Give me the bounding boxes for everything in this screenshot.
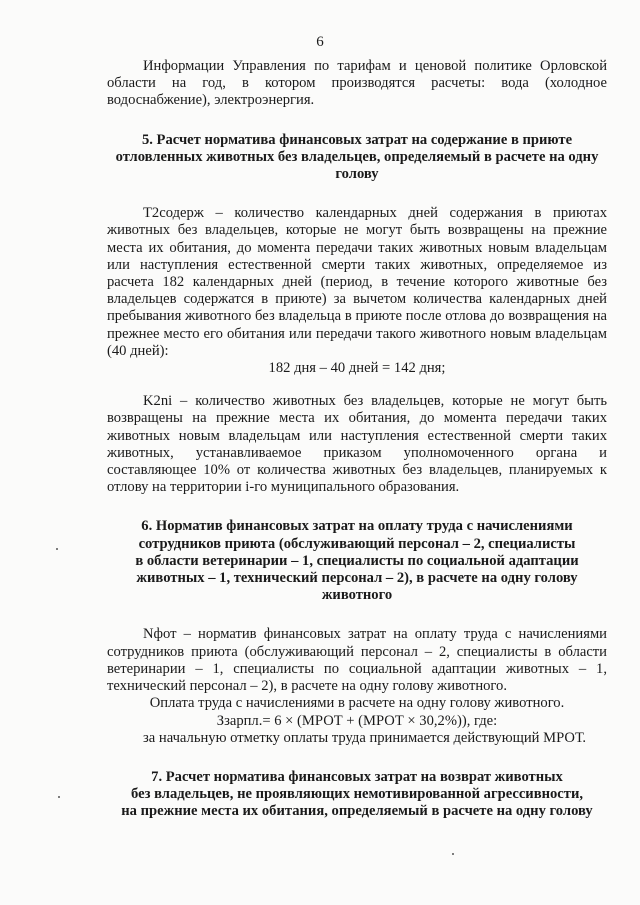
section-7-heading-line: 7. Расчет норматива финансовых затрат на возврат животных [151,768,563,785]
section-6-heading [107,518,607,604]
section-6-paragraph-nfot: Nфот – норматив финансовых затрат на оплату труда с начислениями сотрудников приюта (обслуживающий персонал – 2, специалисты в области ветеринарии – 1, специалисты по социальной адаптации животных – 1, технический персонал – 2), в расчете на одну голову животного. [107,626,607,695]
section-7-heading [107,769,607,821]
section-5-paragraph-k2: K2ni – количество животных без владельцев, которые не могут быть возвращены на прежние места их обитания, до момента передачи таких животных новым владельцам или наступления естественной смерти таких животных, устанавливаемое приказом уполномоченного органа и составляющее 10% от количества животных без владельцев, планируемых к отлову на территории i-го муниципального образования. [107,393,607,496]
scan-speck [58,796,60,798]
section-5-heading: 5. Расчет норматива финансовых затрат на содержание в приюте отловленных животных без владельцев, определяемый в расчете на одну голову [115,131,599,183]
section-6-heading-line: в области ветеринарии – 1, специалисты по социальной адаптации [135,552,579,569]
section-7-heading-line: на прежние места их обитания, определяемый в расчете на одну голову [121,803,593,820]
section-6-heading-line: животных – 1, технический персонал – 2), в расчете на одну голову [136,570,578,587]
intro-paragraph: Информации Управления по тарифам и ценовой политике Орловской области на год, в котором производятся расчеты: вода (холодное водоснабжение), электроэнергия. [107,58,607,109]
section-6-heading-line: животного [321,587,393,604]
section-6-heading-line: сотрудников приюта (обслуживающий персонал – 2, специалисты [138,535,576,552]
section-5-formula: 182 дня – 40 дней = 142 дня; [268,360,446,377]
section-7-heading-line: без владельцев, не проявляющих немотивированной агрессивности, [130,786,584,803]
section-6-paragraph-pay: Оплата труда с начислениями в расчете на одну голову животного. [149,695,565,712]
scan-speck [452,853,454,855]
section-6-paragraph-mrot: за начальную отметку оплаты труда принимается действующий МРОТ. [143,729,587,746]
section-5-paragraph-t2: T2содерж – количество календарных дней содержания в приютах животных без владельцев, которые не могут быть возвращены на прежние места их обитания, до момента передачи таких животных новым владельцам или наступления естественной смерти таких животных, определяемое из расчета 182 календарных дней (период, в течение которого животные без владельцев содержатся в приюте) за вычетом количества календарных дней пребывания животного без владельца в приюте после отлова до возвращения на прежнее место его обитания или передачи такого животного новым владельцам (40 дней): [107,205,607,359]
scan-speck [56,548,58,550]
page-number: 6 [316,34,324,50]
section-6-heading-line: 6. Норматив финансовых затрат на оплату труда с начислениями [141,518,573,535]
section-6-formula: Ззарпл.= 6 × (МРОТ + (МРОТ × 30,2%)), где: [216,712,498,729]
document-body [107,58,607,821]
